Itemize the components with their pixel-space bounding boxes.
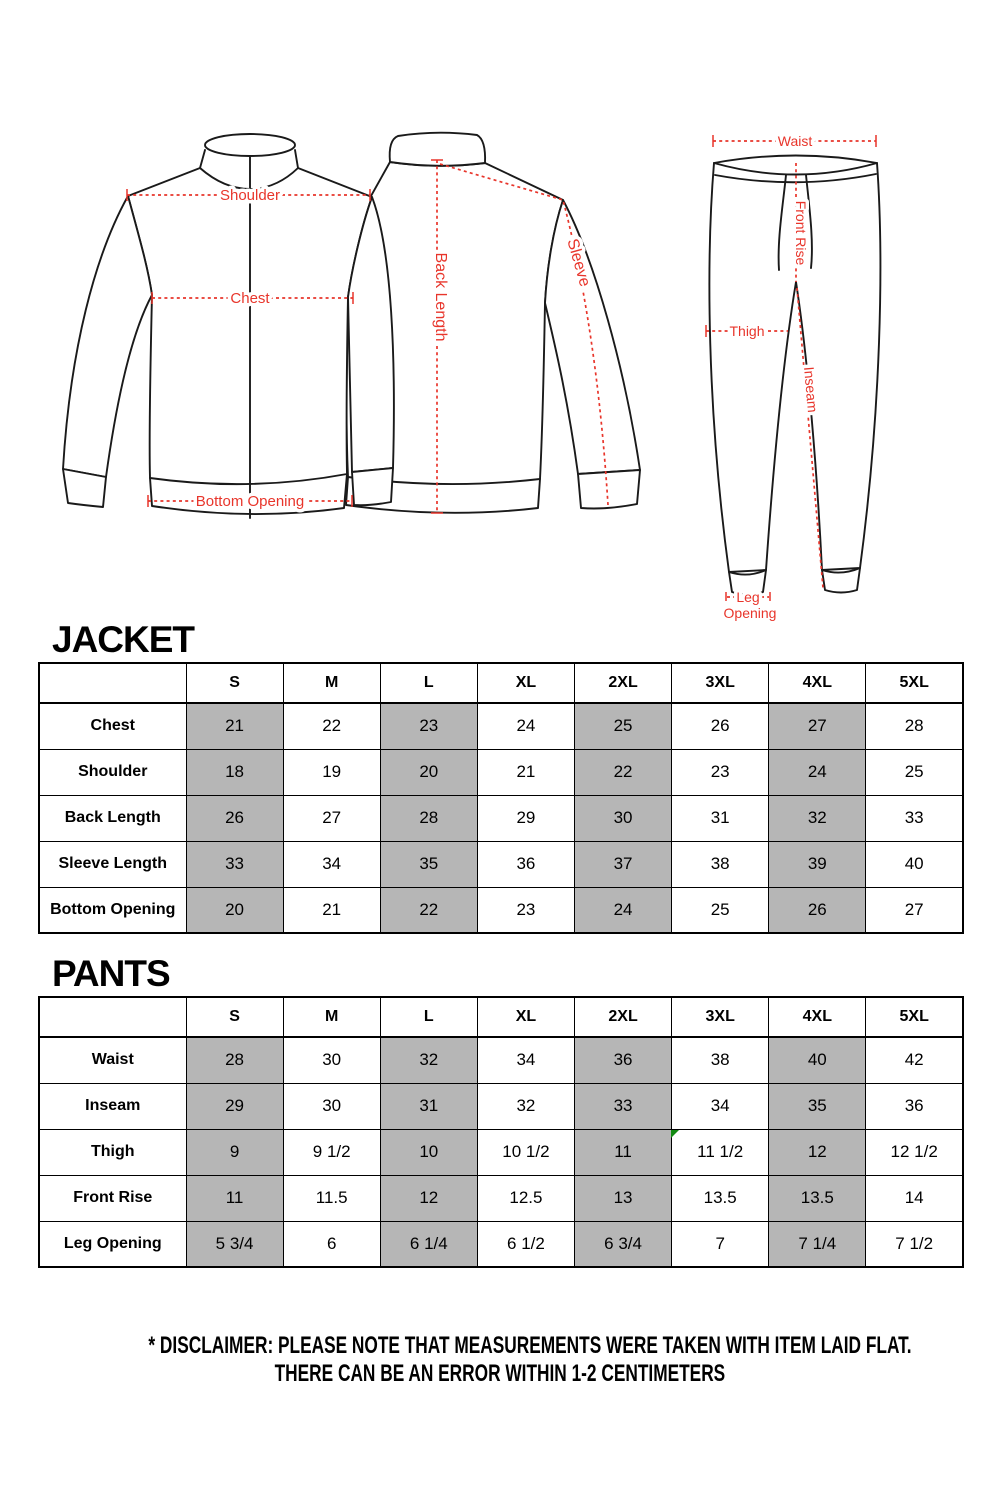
pants-cell-4XL-4: 7 1/4 [769,1221,866,1267]
leg-opening-callout-label-line1: Leg [736,589,760,605]
jacket-header-row [39,663,963,703]
jacket-cell-L-2: 28 [380,795,477,841]
pants-cell-3XL-1: 34 [672,1083,769,1129]
pants-cell-3XL-2: 11 1/2 [672,1129,769,1175]
jacket-row-label: Bottom Opening [39,887,186,933]
pants-cell-5XL-4: 7 1/2 [866,1221,963,1267]
pants-cell-L-3: 12 [380,1175,477,1221]
jacket-cell-5XL-0: 28 [866,703,963,749]
jacket-cell-5XL-4: 27 [866,887,963,933]
pants-row-label: Leg Opening [39,1221,186,1267]
bottom-opening-callout-label: Bottom Opening [195,493,305,510]
jacket-size-header-4XL: 4XL [769,663,866,703]
note-marker [671,1130,679,1138]
pants-cell-4XL-3: 13.5 [769,1175,866,1221]
jacket-row-4 [39,887,963,933]
pants-cell-M-3: 11.5 [283,1175,380,1221]
pants-cell-3XL-3: 13.5 [672,1175,769,1221]
jacket-cell-3XL-3: 38 [672,841,769,887]
jacket-row-label: Sleeve Length [39,841,186,887]
pants-size-table [38,996,964,1268]
shoulder-callout-label: Shoulder [219,187,281,204]
pants-waistband-top [714,156,877,164]
pants-cell-5XL-0: 42 [866,1037,963,1083]
jacket-corner-cell [39,663,186,703]
jacket-cell-L-4: 22 [380,887,477,933]
waist-callout-label: Waist [777,133,813,149]
jacket-cell-2XL-1: 22 [575,749,672,795]
pants-cell-XL-2: 10 1/2 [477,1129,574,1175]
jacket-cell-XL-1: 21 [477,749,574,795]
jacket-cell-M-3: 34 [283,841,380,887]
pants-cell-L-0: 32 [380,1037,477,1083]
garment-measurement-diagram [0,0,1000,622]
pants-size-header-4XL: 4XL [769,997,866,1037]
jacket-cell-5XL-2: 33 [866,795,963,841]
jacket-cell-3XL-2: 31 [672,795,769,841]
jacket-cell-4XL-0: 27 [769,703,866,749]
pants-cell-XL-1: 32 [477,1083,574,1129]
jacket-cell-2XL-2: 30 [575,795,672,841]
jacket-cell-S-0: 21 [186,703,283,749]
pants-cell-L-2: 10 [380,1129,477,1175]
pants-cell-5XL-1: 36 [866,1083,963,1129]
pants-size-header-XL: XL [477,997,574,1037]
jacket-row-label: Back Length [39,795,186,841]
jacket-size-header-3XL: 3XL [672,663,769,703]
jacket-cell-M-2: 27 [283,795,380,841]
jacket-cell-S-4: 20 [186,887,283,933]
front-jacket-right-cuff [352,468,393,505]
back-length-callout-label: Back Length [432,252,449,342]
pants-cell-S-1: 29 [186,1083,283,1129]
jacket-cell-S-2: 26 [186,795,283,841]
thigh-callout-label: Thigh [729,323,765,339]
leg-opening-callout-label-line2: Opening [723,605,777,621]
jacket-cell-3XL-4: 25 [672,887,769,933]
pants-cell-5XL-2: 12 1/2 [866,1129,963,1175]
pants-size-header-2XL: 2XL [575,997,672,1037]
pants-cell-4XL-2: 12 [769,1129,866,1175]
jacket-size-header-5XL: 5XL [866,663,963,703]
jacket-size-header-XL: XL [477,663,574,703]
pants-row-2 [39,1129,963,1175]
pants-cell-M-2: 9 1/2 [283,1129,380,1175]
pants-cell-L-4: 6 1/4 [380,1221,477,1267]
pants-cell-3XL-4: 7 [672,1221,769,1267]
pants-cell-XL-3: 12.5 [477,1175,574,1221]
jacket-cell-S-3: 33 [186,841,283,887]
jacket-size-header-M: M [283,663,380,703]
pants-size-header-5XL: 5XL [866,997,963,1037]
pants-cell-4XL-1: 35 [769,1083,866,1129]
pants-row-4 [39,1221,963,1267]
pants-section [0,953,1000,1268]
pants-size-header-L: L [380,997,477,1037]
pants-cell-M-4: 6 [283,1221,380,1267]
pants-row-label: Front Rise [39,1175,186,1221]
jacket-cell-XL-4: 23 [477,887,574,933]
jacket-row-label: Chest [39,703,186,749]
jacket-row-2 [39,795,963,841]
pants-cell-M-1: 30 [283,1083,380,1129]
jacket-cell-L-0: 23 [380,703,477,749]
pants-row-label: Thigh [39,1129,186,1175]
inseam-callout-label: Inseam [801,365,821,414]
pants-cell-3XL-0: 38 [672,1037,769,1083]
chest-callout-label: Chest [230,290,270,307]
back-jacket-right-cuff [578,470,640,509]
jacket-cell-XL-0: 24 [477,703,574,749]
jacket-size-header-S: S [186,663,283,703]
jacket-cell-2XL-3: 37 [575,841,672,887]
jacket-cell-4XL-2: 32 [769,795,866,841]
pants-header-row [39,997,963,1037]
pants-row-label: Waist [39,1037,186,1083]
jacket-size-table [38,662,964,934]
jacket-cell-M-1: 19 [283,749,380,795]
back-jacket-right-sleeve [545,200,640,474]
pants-size-header-3XL: 3XL [672,997,769,1037]
pants-cell-M-0: 30 [283,1037,380,1083]
jacket-cell-5XL-3: 40 [866,841,963,887]
pants-title: PANTS [52,953,170,994]
jacket-row-0 [39,703,963,749]
pants-row-1 [39,1083,963,1129]
pants-cell-S-4: 5 3/4 [186,1221,283,1267]
jacket-size-header-L: L [380,663,477,703]
pants-row-3 [39,1175,963,1221]
pants-right-cuff [822,568,860,593]
jacket-cell-S-1: 18 [186,749,283,795]
pants-cell-4XL-0: 40 [769,1037,866,1083]
front-jacket-left-sleeve [63,196,152,477]
jacket-title: JACKET [52,619,195,660]
jacket-cell-3XL-1: 23 [672,749,769,795]
pants-cell-S-0: 28 [186,1037,283,1083]
jacket-cell-4XL-4: 26 [769,887,866,933]
jacket-size-header-2XL: 2XL [575,663,672,703]
jacket-cell-L-1: 20 [380,749,477,795]
pants-row-0 [39,1037,963,1083]
jacket-section [0,619,1000,934]
pants-cell-2XL-0: 36 [575,1037,672,1083]
pants-row-label: Inseam [39,1083,186,1129]
pants-cell-2XL-2: 11 [575,1129,672,1175]
pants-cell-XL-0: 34 [477,1037,574,1083]
jacket-cell-L-3: 35 [380,841,477,887]
jacket-cell-2XL-4: 24 [575,887,672,933]
pants-size-header-S: S [186,997,283,1037]
disclaimer [0,1332,1000,1388]
disclaimer-line-2: THERE CAN BE AN ERROR WITHIN 1-2 CENTIMETERS [274,1360,726,1387]
disclaimer-line-1: * DISCLAIMER: PLEASE NOTE THAT MEASUREMENTS WERE TAKEN WITH ITEM LAID FLAT. [148,1332,912,1359]
pants-cell-S-2: 9 [186,1129,283,1175]
jacket-cell-4XL-1: 24 [769,749,866,795]
pants-corner-cell [39,997,186,1037]
jacket-cell-2XL-0: 25 [575,703,672,749]
jacket-cell-XL-3: 36 [477,841,574,887]
pants-cell-XL-4: 6 1/2 [477,1221,574,1267]
jacket-cell-M-0: 22 [283,703,380,749]
jacket-row-label: Shoulder [39,749,186,795]
front-rise-callout-label: Front Rise [793,200,809,266]
jacket-cell-5XL-1: 25 [866,749,963,795]
pants-size-header-M: M [283,997,380,1037]
sleeve-callout-label: Sleeve [563,236,594,289]
jacket-cell-M-4: 21 [283,887,380,933]
pants-cell-S-3: 11 [186,1175,283,1221]
pants-cell-L-1: 31 [380,1083,477,1129]
jacket-row-3 [39,841,963,887]
front-jacket-collar [205,134,295,156]
pants-cell-5XL-3: 14 [866,1175,963,1221]
jacket-cell-4XL-3: 39 [769,841,866,887]
jacket-cell-3XL-0: 26 [672,703,769,749]
jacket-cell-XL-2: 29 [477,795,574,841]
jacket-row-1 [39,749,963,795]
pants-cell-2XL-4: 6 3/4 [575,1221,672,1267]
pants-cell-2XL-3: 13 [575,1175,672,1221]
pants-cell-2XL-1: 33 [575,1083,672,1129]
